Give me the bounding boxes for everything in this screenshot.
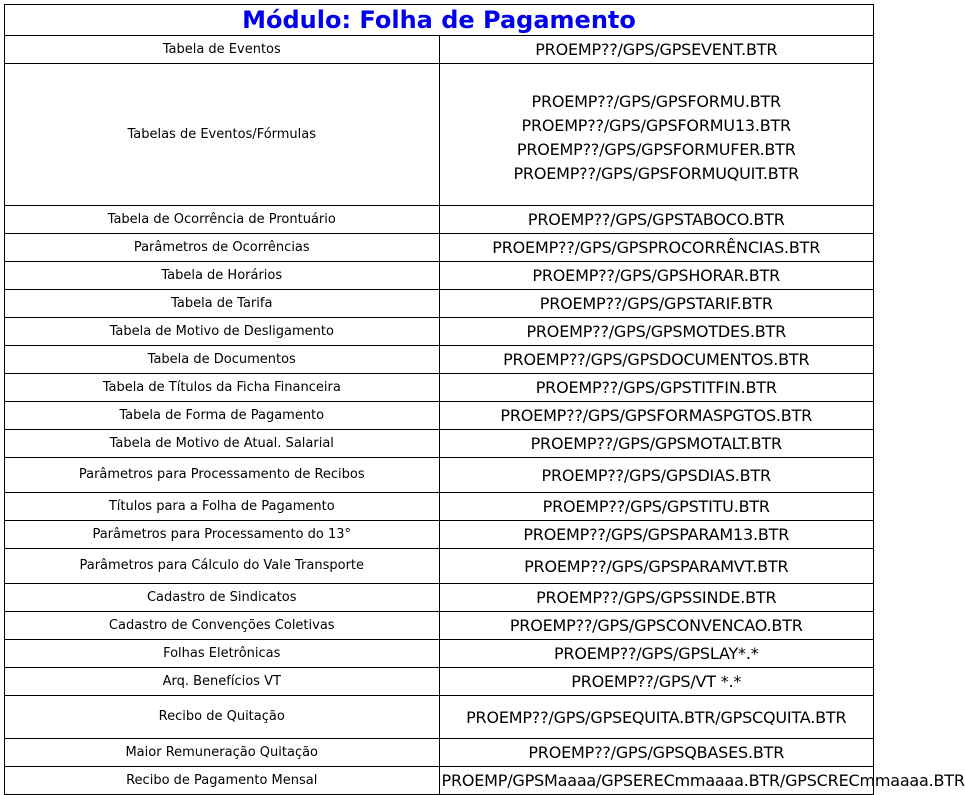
- row-path-cell: [439, 739, 874, 767]
- row-label: Tabela de Eventos: [5, 36, 440, 64]
- row-label: Recibo de Quitação: [5, 696, 440, 739]
- row-path-cell: [439, 696, 874, 739]
- file-path: PROEMP??/GPS/GPSQBASES.BTR: [528, 743, 785, 762]
- table-row: [5, 668, 874, 696]
- module-sheet: [4, 4, 965, 790]
- table-row: [5, 430, 874, 458]
- row-path-cell: [439, 549, 874, 584]
- table-row: [5, 458, 874, 493]
- table-row: [5, 584, 874, 612]
- row-label: Tabela de Ocorrência de Prontuário: [5, 206, 440, 234]
- table-row: [5, 767, 874, 795]
- row-path-cell: [439, 262, 874, 290]
- table-row: [5, 521, 874, 549]
- file-path: PROEMP??/GPS/GPSPROCORRÊNCIAS.BTR: [492, 238, 821, 257]
- file-path: PROEMP??/GPS/GPSHORAR.BTR: [532, 266, 781, 285]
- row-label: Parâmetros de Ocorrências: [5, 234, 440, 262]
- table-row: [5, 318, 874, 346]
- table-row: [5, 402, 874, 430]
- row-label: Tabela de Horários: [5, 262, 440, 290]
- row-path-cell: [439, 521, 874, 549]
- table-row: [5, 493, 874, 521]
- row-path-cell: [439, 458, 874, 493]
- row-label: Parâmetros para Cálculo do Vale Transporte: [5, 549, 440, 584]
- row-label: Tabela de Motivo de Atual. Salarial: [5, 430, 440, 458]
- row-label: Cadastro de Sindicatos: [5, 584, 440, 612]
- row-path-cell: [439, 346, 874, 374]
- table-row: [5, 346, 874, 374]
- row-path-cell: [439, 430, 874, 458]
- table-row: [5, 696, 874, 739]
- file-path: PROEMP??/GPS/GPSLAY*.*: [553, 644, 759, 663]
- row-label: Cadastro de Convenções Coletivas: [5, 612, 440, 640]
- row-label: Maior Remuneração Quitação: [5, 739, 440, 767]
- file-path: PROEMP/GPSMaaaa/GPSERECmmaaaa.BTR/GPSCRECmmaaaa.BTR: [441, 771, 965, 790]
- row-label: Tabela de Motivo de Desligamento: [5, 318, 440, 346]
- row-path-cell: [439, 234, 874, 262]
- row-path-cell: [439, 318, 874, 346]
- row-label: Recibo de Pagamento Mensal: [5, 767, 440, 795]
- file-path: PROEMP??/GPS/GPSPARAM13.BTR: [523, 525, 790, 544]
- row-path-cell: [439, 36, 874, 64]
- row-path-cell: [439, 290, 874, 318]
- row-path-cell: [439, 402, 874, 430]
- row-label: Parâmetros para Processamento do 13°: [5, 521, 440, 549]
- file-path: PROEMP??/GPS/GPSFORMUFER.BTR: [516, 139, 796, 159]
- table-row: [5, 262, 874, 290]
- table-row: [5, 612, 874, 640]
- file-path: PROEMP??/GPS/GPSFORMU.BTR: [531, 91, 781, 111]
- row-path-cell: [439, 668, 874, 696]
- table-row: [5, 234, 874, 262]
- row-path-cell: [439, 493, 874, 521]
- table-row: [5, 549, 874, 584]
- file-path: PROEMP??/GPS/GPSTITFIN.BTR: [535, 378, 777, 397]
- row-path-cell: [439, 64, 874, 206]
- file-path: PROEMP??/GPS/GPSMOTDES.BTR: [526, 322, 787, 341]
- table-row: [5, 290, 874, 318]
- file-path: PROEMP??/GPS/GPSSINDE.BTR: [536, 588, 777, 607]
- row-label: Tabela de Documentos: [5, 346, 440, 374]
- row-label: Parâmetros para Processamento de Recibos: [5, 458, 440, 493]
- file-path: PROEMP??/GPS/GPSFORMUQUIT.BTR: [513, 163, 800, 183]
- row-label: Folhas Eletrônicas: [5, 640, 440, 668]
- table-row: [5, 739, 874, 767]
- row-path-cell: [439, 612, 874, 640]
- table-row: [5, 640, 874, 668]
- table-row: [5, 206, 874, 234]
- file-path: PROEMP??/GPS/GPSMOTALT.BTR: [530, 434, 782, 453]
- file-path: PROEMP??/GPS/GPSDIAS.BTR: [541, 465, 771, 485]
- row-label: Tabela de Títulos da Ficha Financeira: [5, 374, 440, 402]
- file-path: PROEMP??/GPS/GPSCONVENCAO.BTR: [509, 616, 803, 635]
- file-path: PROEMP??/GPS/GPSFORMASPGTOS.BTR: [500, 406, 813, 425]
- page-title: Módulo: Folha de Pagamento: [5, 5, 874, 36]
- row-path-cell: [439, 374, 874, 402]
- table-row: [5, 36, 874, 64]
- file-path: PROEMP??/GPS/GPSTABOCO.BTR: [527, 210, 785, 229]
- row-label: Tabela de Forma de Pagamento: [5, 402, 440, 430]
- file-path: PROEMP??/GPS/GPSEQUITA.BTR/GPSCQUITA.BTR: [466, 707, 847, 727]
- row-path-cell: [439, 206, 874, 234]
- file-path: PROEMP??/GPS/GPSEVENT.BTR: [535, 40, 778, 59]
- file-path: PROEMP??/GPS/GPSDOCUMENTOS.BTR: [503, 350, 810, 369]
- row-label: Títulos para a Folha de Pagamento: [5, 493, 440, 521]
- file-table: [4, 4, 965, 795]
- row-label: Tabela de Tarifa: [5, 290, 440, 318]
- row-label: Arq. Benefícios VT: [5, 668, 440, 696]
- row-path-cell: [439, 767, 965, 795]
- table-row: [5, 374, 874, 402]
- file-path: PROEMP??/GPS/GPSTITU.BTR: [542, 497, 770, 516]
- file-path: PROEMP??/GPS/GPSFORMU13.BTR: [521, 115, 791, 135]
- title-row: [5, 5, 874, 36]
- file-path: PROEMP??/GPS/VT *.*: [571, 672, 742, 691]
- row-path-cell: [439, 640, 874, 668]
- file-path: PROEMP??/GPS/GPSTARIF.BTR: [539, 294, 773, 313]
- row-path-cell: [439, 584, 874, 612]
- table-row: [5, 64, 874, 206]
- file-path: PROEMP??/GPS/GPSPARAMVT.BTR: [524, 556, 789, 576]
- row-label: Tabelas de Eventos/Fórmulas: [5, 64, 440, 206]
